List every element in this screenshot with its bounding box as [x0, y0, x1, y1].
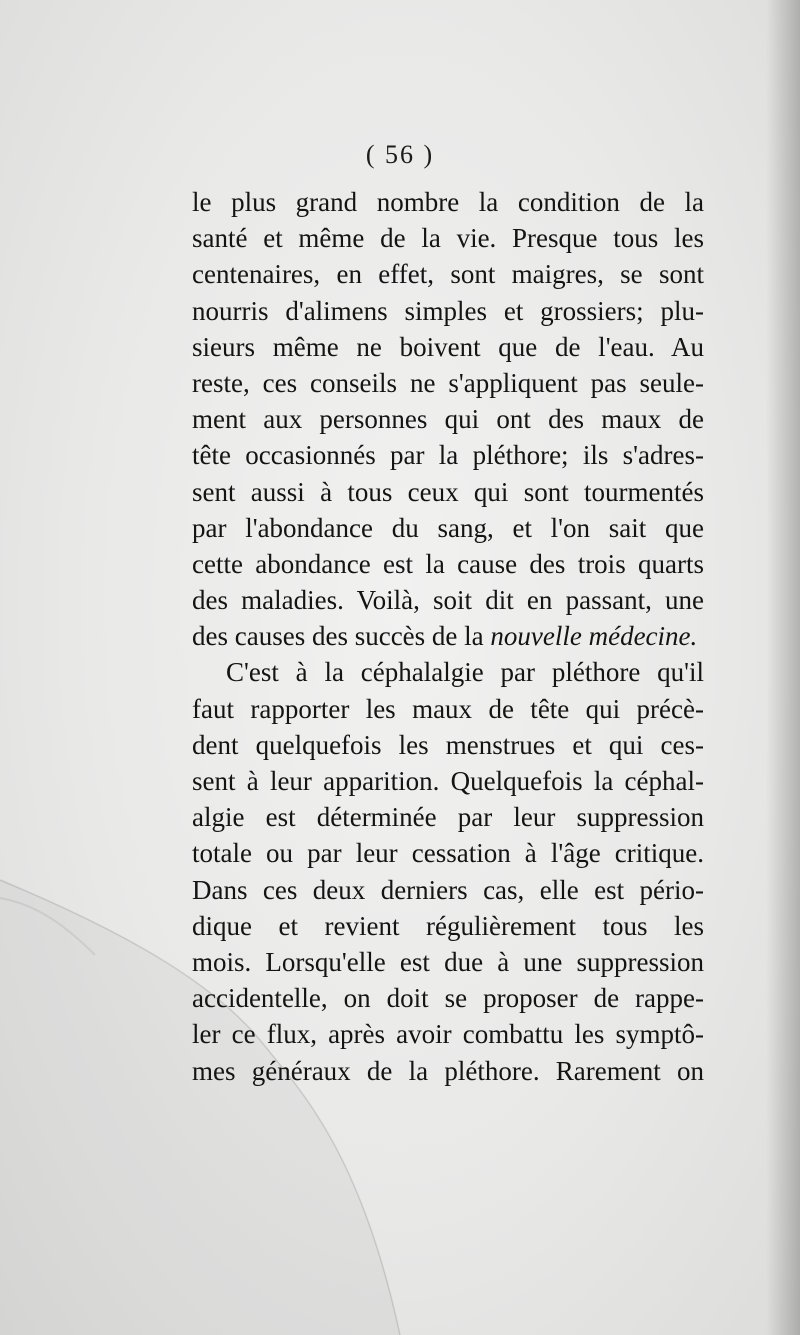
- text-line: le plus grand nombre la condition de la: [192, 187, 704, 217]
- text-line-paragraph-end: [192, 618, 704, 654]
- text-line: santé et même de la vie. Presque tous les: [192, 223, 704, 254]
- text-line: cette abondance est la cause des trois quarts: [192, 548, 704, 579]
- italic-title: nouvelle médecine.: [490, 621, 698, 652]
- body-text: [192, 184, 704, 1089]
- text-line: Dans ces deux derniers cas, elle est pério-: [192, 874, 704, 905]
- text-line: ment aux personnes qui ont des maux de: [192, 404, 704, 435]
- text-line: accidentelle, on doit se proposer de rappe-: [192, 983, 704, 1014]
- text-line: dent quelquefois les menstrues et qui ces-: [192, 729, 704, 760]
- text-line: algie est déterminée par leur suppression: [192, 802, 704, 833]
- text-line: reste, ces conseils ne s'appliquent pas seule-: [192, 367, 704, 398]
- text-line: tête occasionnés par la pléthore; ils s'adres-: [192, 440, 704, 471]
- text-line: sieurs même ne boivent que de l'eau. Au: [192, 331, 704, 362]
- text-line: centenaires, en effet, sont maigres, se sont: [192, 259, 704, 290]
- line-prefix: des causes des succès de la: [192, 621, 491, 652]
- text-line: sent aussi à tous ceux qui sont tourmentés: [192, 476, 704, 507]
- text-line: nourris d'alimens simples et grossiers; plu-: [192, 295, 704, 326]
- text-line: totale ou par leur cessation à l'âge critique.: [192, 838, 704, 869]
- text-line: des maladies. Voilà, soit dit en passant, une: [192, 585, 704, 616]
- text-line: ler ce flux, après avoir combattu les symptô-: [192, 1019, 704, 1050]
- text-line: faut rapporter les maux de tête qui précè-: [192, 693, 704, 724]
- text-line: sent à leur apparition. Quelquefois la céphal-: [192, 766, 704, 796]
- text-line: mes généraux de la pléthore. Rarement on: [192, 1055, 704, 1086]
- text-line: dique et revient régulièrement tous les: [192, 910, 704, 941]
- text-line: par l'abondance du sang, et l'on sait que: [192, 512, 704, 543]
- text-line-paragraph-start: C'est à la céphalalgie par pléthore qu'il: [226, 657, 704, 688]
- text-line: mois. Lorsqu'elle est due à une suppression: [192, 946, 704, 977]
- page-number: ( 56 ): [365, 140, 435, 169]
